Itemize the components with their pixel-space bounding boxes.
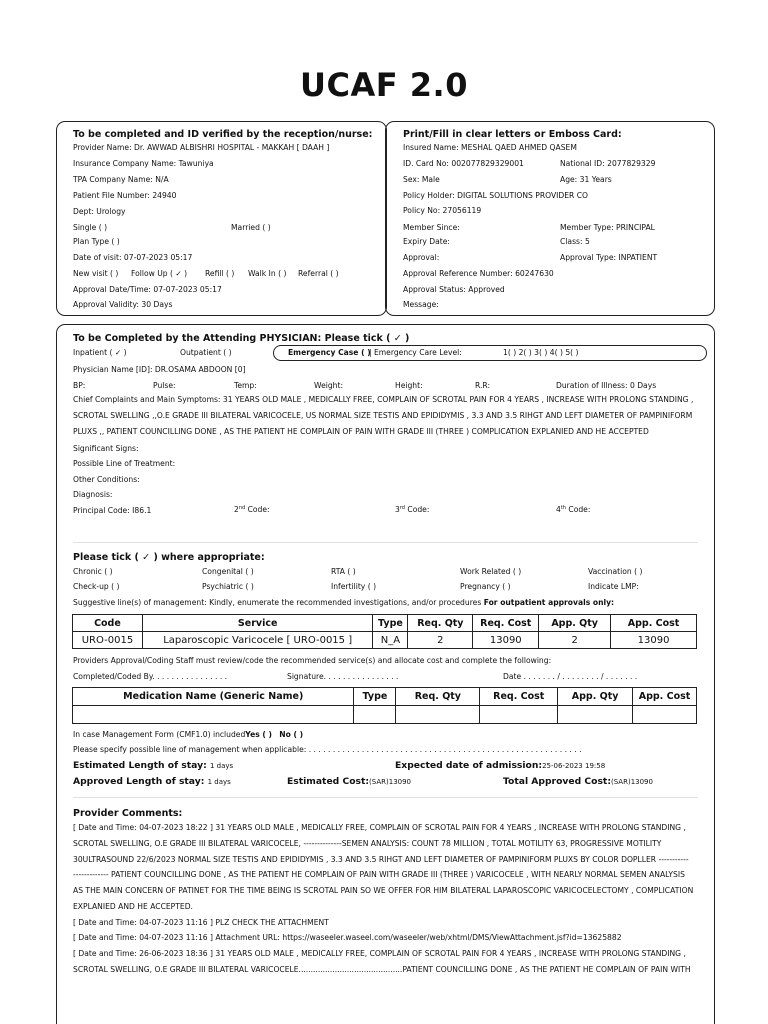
cmf-row: In case Management Form (CMF1.0) includedYes ( ) No ( ) xyxy=(73,730,304,739)
provider-comments-header: Provider Comments: xyxy=(73,808,183,819)
cell-type: N_A xyxy=(373,632,408,649)
diagnosis: Diagnosis: xyxy=(73,490,113,499)
department: Dept: Urology xyxy=(73,207,126,216)
services-table xyxy=(72,614,697,649)
follow-up-checkbox[interactable]: Follow Up ( ✓ ) xyxy=(131,269,188,278)
comment-line: ------------- PATIENT COUNCILLING DONE , AS THE PATIENT HE COMPLAIN OF PAIN WITH GRADE III (THREE ) VARICOCELE , WITH NEARLY NORMAL SEMEN ANALYSIS xyxy=(73,870,685,879)
member-since: Member Since: xyxy=(403,223,460,232)
cell-req-cost: 13090 xyxy=(473,632,539,649)
comment-line: [ Date and Time: 26-06-2023 18:36 ] 31 YEARS OLD MALE , MEDICALLY FREE, COMPLAIN OF SCROTAL PAIN FOR 4 YEARS , INCREASE WITH PROLONG STANDING , xyxy=(73,949,686,958)
infertility-checkbox[interactable]: Infertility ( ) xyxy=(331,582,377,591)
refill-checkbox[interactable]: Refill ( ) xyxy=(205,269,235,278)
medication-cell[interactable] xyxy=(396,706,480,724)
insurance-company: Insurance Company Name: Tawuniya xyxy=(73,159,214,168)
emergency-care-level-label: | Emergency Care Level: xyxy=(369,348,462,357)
age: Age: 31 Years xyxy=(560,175,612,184)
medication-cell[interactable] xyxy=(633,706,697,724)
medications-header-row xyxy=(73,688,697,706)
chief-complaints-line: PLUXS ,, PATIENT COUNCILLING DONE , AS THE PATIENT HE COMPLAIN OF PAIN WITH GRADE III (THREE ) COMPLICATION EXPLANIED AND HE ACCEPTED xyxy=(73,427,649,436)
cell-service: Laparoscopic Varicocele [ URO-0015 ] xyxy=(142,632,373,649)
physician-header: To be Completed by the Attending PHYSICIAN: Please tick ( ✓ ) xyxy=(73,333,410,344)
col-req-cost: Req. Cost xyxy=(473,615,539,632)
approval-reference: Approval Reference Number: 60247630 xyxy=(403,269,554,278)
col-medication-name: Medication Name (Generic Name) xyxy=(73,688,354,706)
bp: BP: xyxy=(73,381,86,390)
tpa-company: TPA Company Name: N/A xyxy=(73,175,169,184)
col-req-qty: Req. Qty xyxy=(408,615,473,632)
approval-type: Approval Type: INPATIENT xyxy=(560,253,658,262)
total-approved-cost: Total Approved Cost:(SAR)13090 xyxy=(503,776,653,787)
col-req-cost: Req. Cost xyxy=(480,688,558,706)
completed-coded-by: Completed/Coded By. . . . . . . . . . . . . . . . xyxy=(73,672,228,681)
indicate-lmp: Indicate LMP: xyxy=(588,582,639,591)
comment-line: SCROTAL SWELLING, O.E GRADE III BILATERAL VARICOCELE...........................................PATIENT COUNCILLING DONE , AS THE PATIENT HE COMPLAIN OF PAIN WITH xyxy=(73,965,691,974)
rta-checkbox[interactable]: RTA ( ) xyxy=(331,567,356,576)
physician-name: Physician Name [ID]: DR.OSAMA ABDOON [0] xyxy=(73,365,246,374)
inpatient-checkbox[interactable]: Inpatient ( ✓ ) xyxy=(73,348,127,357)
duration-of-illness: Duration of Illness: 0 Days xyxy=(556,381,657,390)
member-type: Member Type: PRINCIPAL xyxy=(560,223,655,232)
line-of-management: Please specify possible line of management when applicable: . . . . . . . . . . . . . . . . . . . . . . . . . . . . . . . . . . . . . . . . . . . . . . . . . . . . . . . . . xyxy=(73,745,582,754)
message: Message: xyxy=(403,300,439,309)
approval-datetime: Approval Date/Time: 07-07-2023 05:17 xyxy=(73,285,222,294)
pregnancy-checkbox[interactable]: Pregnancy ( ) xyxy=(460,582,511,591)
congenital-checkbox[interactable]: Congenital ( ) xyxy=(202,567,254,576)
second-code: 2nd Code: xyxy=(234,505,270,514)
member-class: Class: 5 xyxy=(560,237,590,246)
comment-line: [ Date and Time: 04-07-2023 11:16 ] PLZ CHECK THE ATTACHMENT xyxy=(73,918,329,927)
insured-header: Print/Fill in clear letters or Emboss Card: xyxy=(403,129,622,140)
divider xyxy=(73,797,698,798)
col-app-qty: App. Qty xyxy=(539,615,611,632)
height: Height: xyxy=(395,381,423,390)
walk-in-checkbox[interactable]: Walk In ( ) xyxy=(248,269,287,278)
col-app-cost: App. Cost xyxy=(611,615,697,632)
estimated-cost: Estimated Cost:(SAR)13090 xyxy=(287,776,412,787)
policy-holder: Policy Holder: DIGITAL SOLUTIONS PROVIDER CO xyxy=(403,191,589,200)
cell-req-qty: 2 xyxy=(408,632,473,649)
sex: Sex: Male xyxy=(403,175,440,184)
coding-note: Providers Approval/Coding Staff must review/code the recommended service(s) and allocate cost and complete the following: xyxy=(73,656,552,665)
col-type: Type xyxy=(373,615,408,632)
attachment-link[interactable]: [ Date and Time: 04-07-2023 11:16 ] Attachment URL: https://waseeler.waseel.com/waseeler/web/xhtml/DMS/ViewAttachment.jsf?id=13625882 xyxy=(73,933,622,942)
medication-cell[interactable] xyxy=(73,706,354,724)
temp: Temp: xyxy=(234,381,257,390)
table-row xyxy=(73,706,697,724)
cell-app-cost: 13090 xyxy=(611,632,697,649)
medication-cell[interactable] xyxy=(480,706,558,724)
outpatient-checkbox[interactable]: Outpatient ( ) xyxy=(180,348,232,357)
provider-name: Provider Name: Dr. AWWAD ALBISHRI HOSPITAL - MAKKAH [ DAAH ] xyxy=(73,143,330,152)
col-type: Type xyxy=(354,688,396,706)
other-conditions: Other Conditions: xyxy=(73,475,140,484)
referral-checkbox[interactable]: Referral ( ) xyxy=(298,269,339,278)
approval-validity: Approval Validity: 30 Days xyxy=(73,300,173,309)
col-app-cost: App. Cost xyxy=(633,688,697,706)
col-code: Code xyxy=(73,615,143,632)
line-of-treatment: Possible Line of Treatment: xyxy=(73,459,176,468)
emergency-levels[interactable]: 1( ) 2( ) 3( ) 4( ) 5( ) xyxy=(503,348,579,357)
psychiatric-checkbox[interactable]: Psychiatric ( ) xyxy=(202,582,254,591)
insured-name: Insured Name: MESHAL QAED AHMED QASEM xyxy=(403,143,577,152)
comment-line: [ Date and Time: 04-07-2023 18:22 ] 31 YEARS OLD MALE , MEDICALLY FREE, COMPLAIN OF SCROTAL PAIN FOR 4 YEARS , INCREASE WITH PROLONG STANDING , xyxy=(73,823,686,832)
third-code: 3rd Code: xyxy=(395,505,430,514)
cmf-yes-checkbox[interactable]: Yes ( ) xyxy=(245,730,272,739)
chronic-checkbox[interactable]: Chronic ( ) xyxy=(73,567,113,576)
coding-date: Date . . . . . . . / . . . . . . . . / . . . . . . . xyxy=(503,672,638,681)
services-header-row xyxy=(73,615,697,632)
fourth-code: 4th Code: xyxy=(556,505,591,514)
vaccination-checkbox[interactable]: Vaccination ( ) xyxy=(588,567,643,576)
pulse: Pulse: xyxy=(153,381,176,390)
chief-complaints-line: Chief Complaints and Main Symptoms: 31 YEARS OLD MALE , MEDICALLY FREE, COMPLAIN OF SCROTAL PAIN FOR 4 YEARS , INCREASE WITH PROLONG STANDING , xyxy=(73,395,694,404)
col-req-qty: Req. Qty xyxy=(396,688,480,706)
divider xyxy=(73,542,698,543)
comment-line: 30ULTRASOUND 22/6/2023 NORMAL SIZE TESTIS AND EPIDIDYMIS , 3.3 AND 3.5 RIHGT AND LEFT DIAMETER OF PAMPINIFORM PLUXS BY COLOR DOPLLER ----------- xyxy=(73,855,689,864)
plan-type: Plan Type ( ) xyxy=(73,237,120,246)
emergency-case-checkbox[interactable]: Emergency Case ( ) xyxy=(288,348,371,357)
medication-cell[interactable] xyxy=(558,706,633,724)
estimated-length-of-stay: Estimated Length of stay: 1 days xyxy=(73,760,234,771)
tick-header: Please tick ( ✓ ) where appropriate: xyxy=(73,552,265,563)
page-title: UCAF 2.0 xyxy=(300,66,468,104)
new-visit-checkbox[interactable]: New visit ( ) xyxy=(73,269,119,278)
col-app-qty: App. Qty xyxy=(558,688,633,706)
visit-date: Date of visit: 07-07-2023 05:17 xyxy=(73,253,193,262)
cell-app-qty: 2 xyxy=(539,632,611,649)
significant-signs: Significant Signs: xyxy=(73,444,139,453)
comment-line: AS THE MAIN CONCERN OF PATINET FOR THE TIME BEING IS SCROTAL PAIN SO WE OFFER FOR HIM BILATERAL LAPAROSCOPIC VARICOCELECTOMY , COMPLICATION xyxy=(73,886,694,895)
policy-number: Policy No: 27056119 xyxy=(403,206,482,215)
patient-file-number: Patient File Number: 24940 xyxy=(73,191,177,200)
table-row xyxy=(73,632,697,649)
principal-code: Principal Code: I86.1 xyxy=(73,506,152,515)
checkup-checkbox[interactable]: Check-up ( ) xyxy=(73,582,120,591)
approval: Approval: xyxy=(403,253,440,262)
comment-line: SCROTAL SWELLING, O.E GRADE III BILATERAL VARICOCELE, --------------SEMEN ANALYSIS: COUNT 78 MILLION , TOTAL MOTILITY 63, PROGRESSIVE MOTILITY xyxy=(73,839,662,848)
cmf-no-checkbox[interactable]: No ( ) xyxy=(279,730,304,739)
col-service: Service xyxy=(142,615,373,632)
comment-line: EXPLANIED AND HE ACCEPTED. xyxy=(73,902,193,911)
national-id: National ID: 2077829329 xyxy=(560,159,656,168)
cell-code: URO-0015 xyxy=(73,632,143,649)
respiratory-rate: R.R: xyxy=(475,381,491,390)
reception-header: To be completed and ID verified by the reception/nurse: xyxy=(73,129,373,140)
chief-complaints-line: SCROTAL SWELLING ,,O.E GRADE III BILATERAL VARICOCELE, US NORMAL SIZE TESTIS AND EPIDIDYMIS , 3.3 AND 3.5 RIHGT AND LEFT DIAMETER OF PAMPINIFORM xyxy=(73,411,693,420)
single-checkbox[interactable]: Single ( ) xyxy=(73,223,108,232)
signature: Signature. . . . . . . . . . . . . . . . xyxy=(287,672,399,681)
id-card-number: ID. Card No: 002077829329001 xyxy=(403,159,524,168)
expiry-date: Expiry Date: xyxy=(403,237,450,246)
expected-admission-date: Expected date of admission:25-06-2023 19:58 xyxy=(395,760,606,771)
suggestive-management: Suggestive line(s) of management: Kindly, enumerate the recommended investigations, and/or procedures For outpatient approvals only: xyxy=(73,598,615,607)
weight: Weight: xyxy=(314,381,344,390)
medications-table xyxy=(72,687,697,724)
work-related-checkbox[interactable]: Work Related ( ) xyxy=(460,567,522,576)
approval-status: Approval Status: Approved xyxy=(403,285,505,294)
medication-cell[interactable] xyxy=(354,706,396,724)
approved-length-of-stay: Approved Length of stay: 1 days xyxy=(73,776,231,787)
married-checkbox[interactable]: Married ( ) xyxy=(231,223,271,232)
